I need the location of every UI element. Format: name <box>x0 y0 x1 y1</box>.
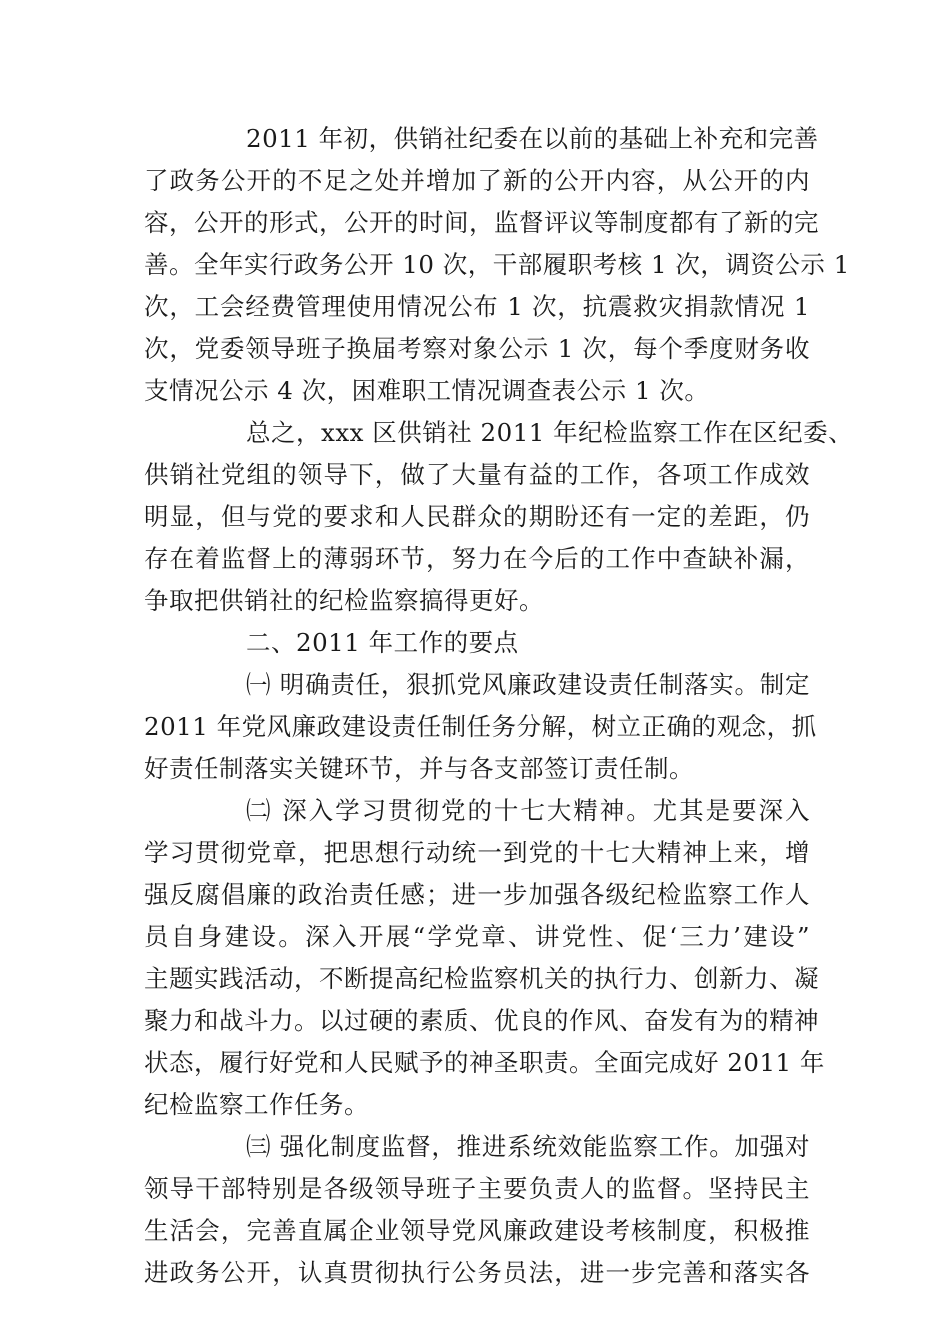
paragraph-line: 供销社党组的领导下，做了大量有益的工作，各项工作成效 <box>144 460 810 489</box>
paragraph-line: 强反腐倡廉的政治责任感；进一步加强各级纪检监察工作人 <box>144 880 810 909</box>
paragraph-line: 总之，xxx 区供销社 2011 年纪检监察工作在区纪委、 <box>246 418 854 447</box>
paragraph-line: 存在着监督上的薄弱环节，努力在今后的工作中查缺补漏， <box>144 544 810 573</box>
paragraph-line: 次，党委领导班子换届考察对象公示 1 次，每个季度财务收 <box>144 334 810 363</box>
paragraph-line: 好责任制落实关键环节，并与各支部签订责任制。 <box>144 754 694 783</box>
paragraph-line: 2011 年初，供销社纪委在以前的基础上补充和完善 <box>246 124 819 153</box>
paragraph-line: 次，工会经费管理使用情况公布 1 次，抗震救灾捐款情况 1 <box>144 292 810 321</box>
paragraph-line: 善。全年实行政务公开 10 次，干部履职考核 1 次，调资公示 1 <box>144 250 850 279</box>
paragraph-line: 生活会，完善直属企业领导党风廉政建设考核制度，积极推 <box>144 1216 810 1245</box>
paragraph-line: 容，公开的形式，公开的时间，监督评议等制度都有了新的完 <box>144 208 819 237</box>
paragraph-line: 2011 年党风廉政建设责任制任务分解，树立正确的观念，抓 <box>144 712 817 741</box>
paragraph-line: 纪检监察工作任务。 <box>144 1090 369 1119</box>
paragraph-line: 进政务公开，认真贯彻执行公务员法，进一步完善和落实各 <box>144 1258 810 1287</box>
section-heading: 二、2011 年工作的要点 <box>246 628 519 657</box>
paragraph-line: 聚力和战斗力。以过硬的素质、优良的作风、奋发有为的精神 <box>144 1006 819 1035</box>
paragraph-line: 学习贯彻党章，把思想行动统一到党的十七大精神上来，增 <box>144 838 810 867</box>
paragraph-line: 明显，但与党的要求和人民群众的期盼还有一定的差距，仍 <box>144 502 810 531</box>
paragraph-line: 领导干部特别是各级领导班子主要负责人的监督。坚持民主 <box>144 1174 810 1203</box>
paragraph-line: 状态，履行好党和人民赋予的神圣职责。全面完成好 2011 年 <box>144 1048 825 1077</box>
paragraph-line: ㈠ 明确责任，狠抓党风廉政建设责任制落实。制定 <box>246 670 810 699</box>
paragraph-line: 争取把供销社的纪检监察搞得更好。 <box>144 586 544 615</box>
paragraph-line: 主题实践活动，不断提高纪检监察机关的执行力、创新力、凝 <box>144 964 819 993</box>
paragraph-line: 了政务公开的不足之处并增加了新的公开内容，从公开的内 <box>144 166 810 195</box>
paragraph-line: ㈡ 深入学习贯彻党的十七大精神。尤其是要深入 <box>246 796 810 825</box>
paragraph-line: 员自身建设。深入开展“学党章、讲党性、促‘三力’建设” <box>144 922 810 951</box>
paragraph-line: ㈢ 强化制度监督，推进系统效能监察工作。加强对 <box>246 1132 810 1161</box>
paragraph-line: 支情况公示 4 次，困难职工情况调查表公示 1 次。 <box>144 376 710 405</box>
